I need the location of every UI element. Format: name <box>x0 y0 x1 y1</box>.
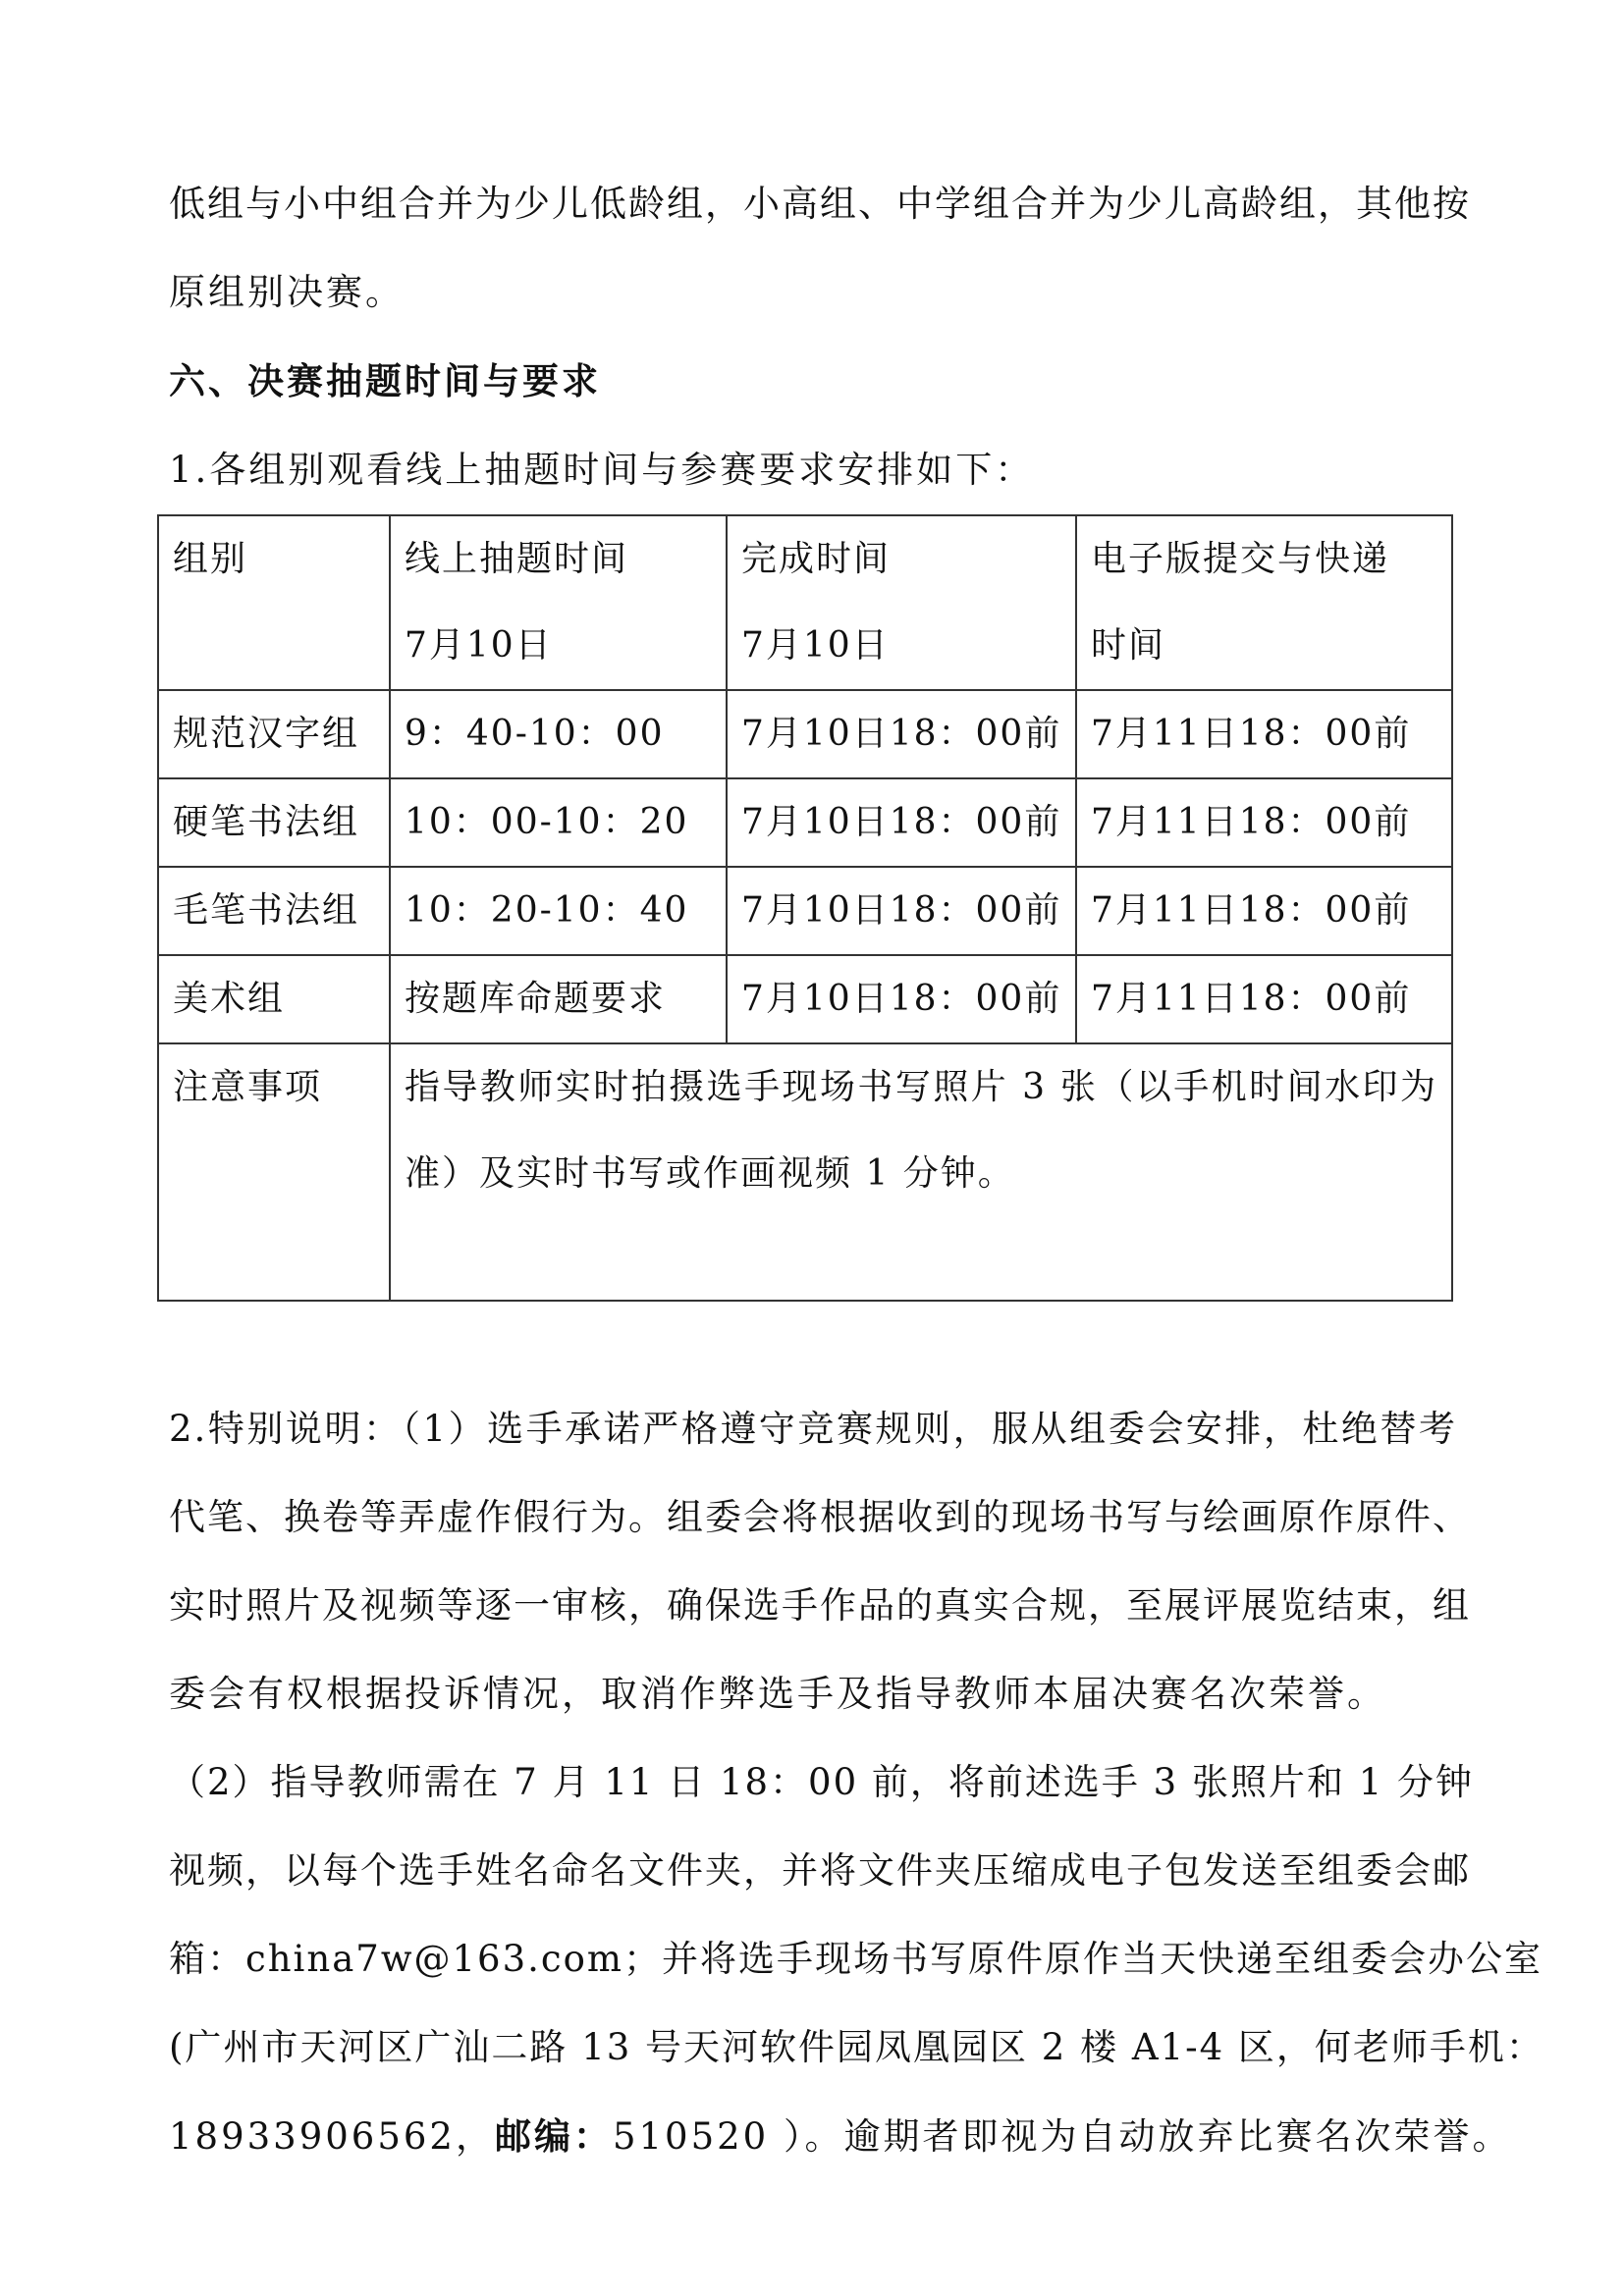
table-row <box>158 867 1452 955</box>
note-content <box>390 1043 1452 1301</box>
item2-line-6: 视频，以每个选手姓名命名文件夹，并将文件夹压缩成电子包发送至组委会邮 <box>169 1849 1471 1892</box>
intro-line-2: 原组别决赛。 <box>169 271 405 313</box>
note-label: 注意事项 <box>158 1043 390 1301</box>
table-cell: 7月11日18：00前 <box>1076 955 1452 1043</box>
table-cell: 7月11日18：00前 <box>1076 690 1452 778</box>
table-cell: 规范汉字组 <box>158 690 390 778</box>
item2-line-7: 箱：china7w@163.com；并将选手现场书写原件原作当天快递至组委会办公室 <box>169 1938 1543 1980</box>
table-cell: 7月11日18：00前 <box>1076 867 1452 955</box>
item2-line-8: (广州市天河区广汕二路 13 号天河软件园凤凰园区 2 楼 A1-4 区，何老师手机： <box>169 2026 1544 2068</box>
table-cell: 7月10日18：00前 <box>727 690 1076 778</box>
note-line-2: 准）及实时书写或作画视频 1 分钟。 <box>405 1153 1015 1194</box>
item2-line-5: （2）指导教师需在 7 月 11 日 18：00 前，将前述选手 3 张照片和 1 分钟 <box>169 1761 1475 1803</box>
table-header-cell: 线上抽题时间 7月10日 <box>390 515 727 690</box>
table-cell: 7月10日18：00前 <box>727 778 1076 867</box>
table-cell: 10：20-10：40 <box>390 867 727 955</box>
item2-line-2: 代笔、换卷等弄虚作假行为。组委会将根据收到的现场书写与绘画原作原件、 <box>169 1496 1471 1538</box>
postcode-tail: 510520 ）。逾期者即视为自动放弃比赛名次荣誉。 <box>612 2115 1512 2158</box>
table-cell: 按题库命题要求 <box>390 955 727 1043</box>
table-note-row <box>158 1043 1452 1301</box>
item2-line-3: 实时照片及视频等逐一审核，确保选手作品的真实合规，至展评展览结束，组 <box>169 1584 1471 1627</box>
table-header-row <box>158 515 1452 690</box>
table-row <box>158 690 1452 778</box>
table-cell: 毛笔书法组 <box>158 867 390 955</box>
phone-number: 18933906562， <box>169 2115 495 2158</box>
item2-line-9 <box>169 2114 1512 2159</box>
table-cell: 9：40-10：00 <box>390 690 727 778</box>
table-cell: 7月11日18：00前 <box>1076 778 1452 867</box>
table-cell: 硬笔书法组 <box>158 778 390 867</box>
table-cell: 美术组 <box>158 955 390 1043</box>
section-heading: 六、决赛抽题时间与要求 <box>169 359 601 402</box>
table-cell: 10：00-10：20 <box>390 778 727 867</box>
table-header-cell: 电子版提交与快递 时间 <box>1076 515 1452 690</box>
table-cell: 7月10日18：00前 <box>727 867 1076 955</box>
table-cell: 7月10日18：00前 <box>727 955 1076 1043</box>
item2-line-1: 2.特别说明：（1）选手承诺严格遵守竞赛规则，服从组委会安排，杜绝替考 <box>169 1408 1457 1450</box>
section-item-1: 1.各组别观看线上抽题时间与参赛要求安排如下： <box>169 449 1035 491</box>
table-row <box>158 955 1452 1043</box>
note-line-1: 指导教师实时拍摄选手现场书写照片 3 张（以手机时间水印为 <box>405 1067 1437 1107</box>
table-header-cell: 完成时间 7月10日 <box>727 515 1076 690</box>
postcode-label: 邮编： <box>494 2114 613 2158</box>
intro-line-1: 低组与小中组合并为少儿低龄组，小高组、中学组合并为少儿高龄组，其他按 <box>169 183 1471 225</box>
table-header-cell: 组别 <box>158 515 390 690</box>
item2-line-4: 委会有权根据投诉情况，取消作弊选手及指导教师本届决赛名次荣誉。 <box>169 1673 1386 1715</box>
table-row <box>158 778 1452 867</box>
schedule-table <box>157 514 1453 1302</box>
